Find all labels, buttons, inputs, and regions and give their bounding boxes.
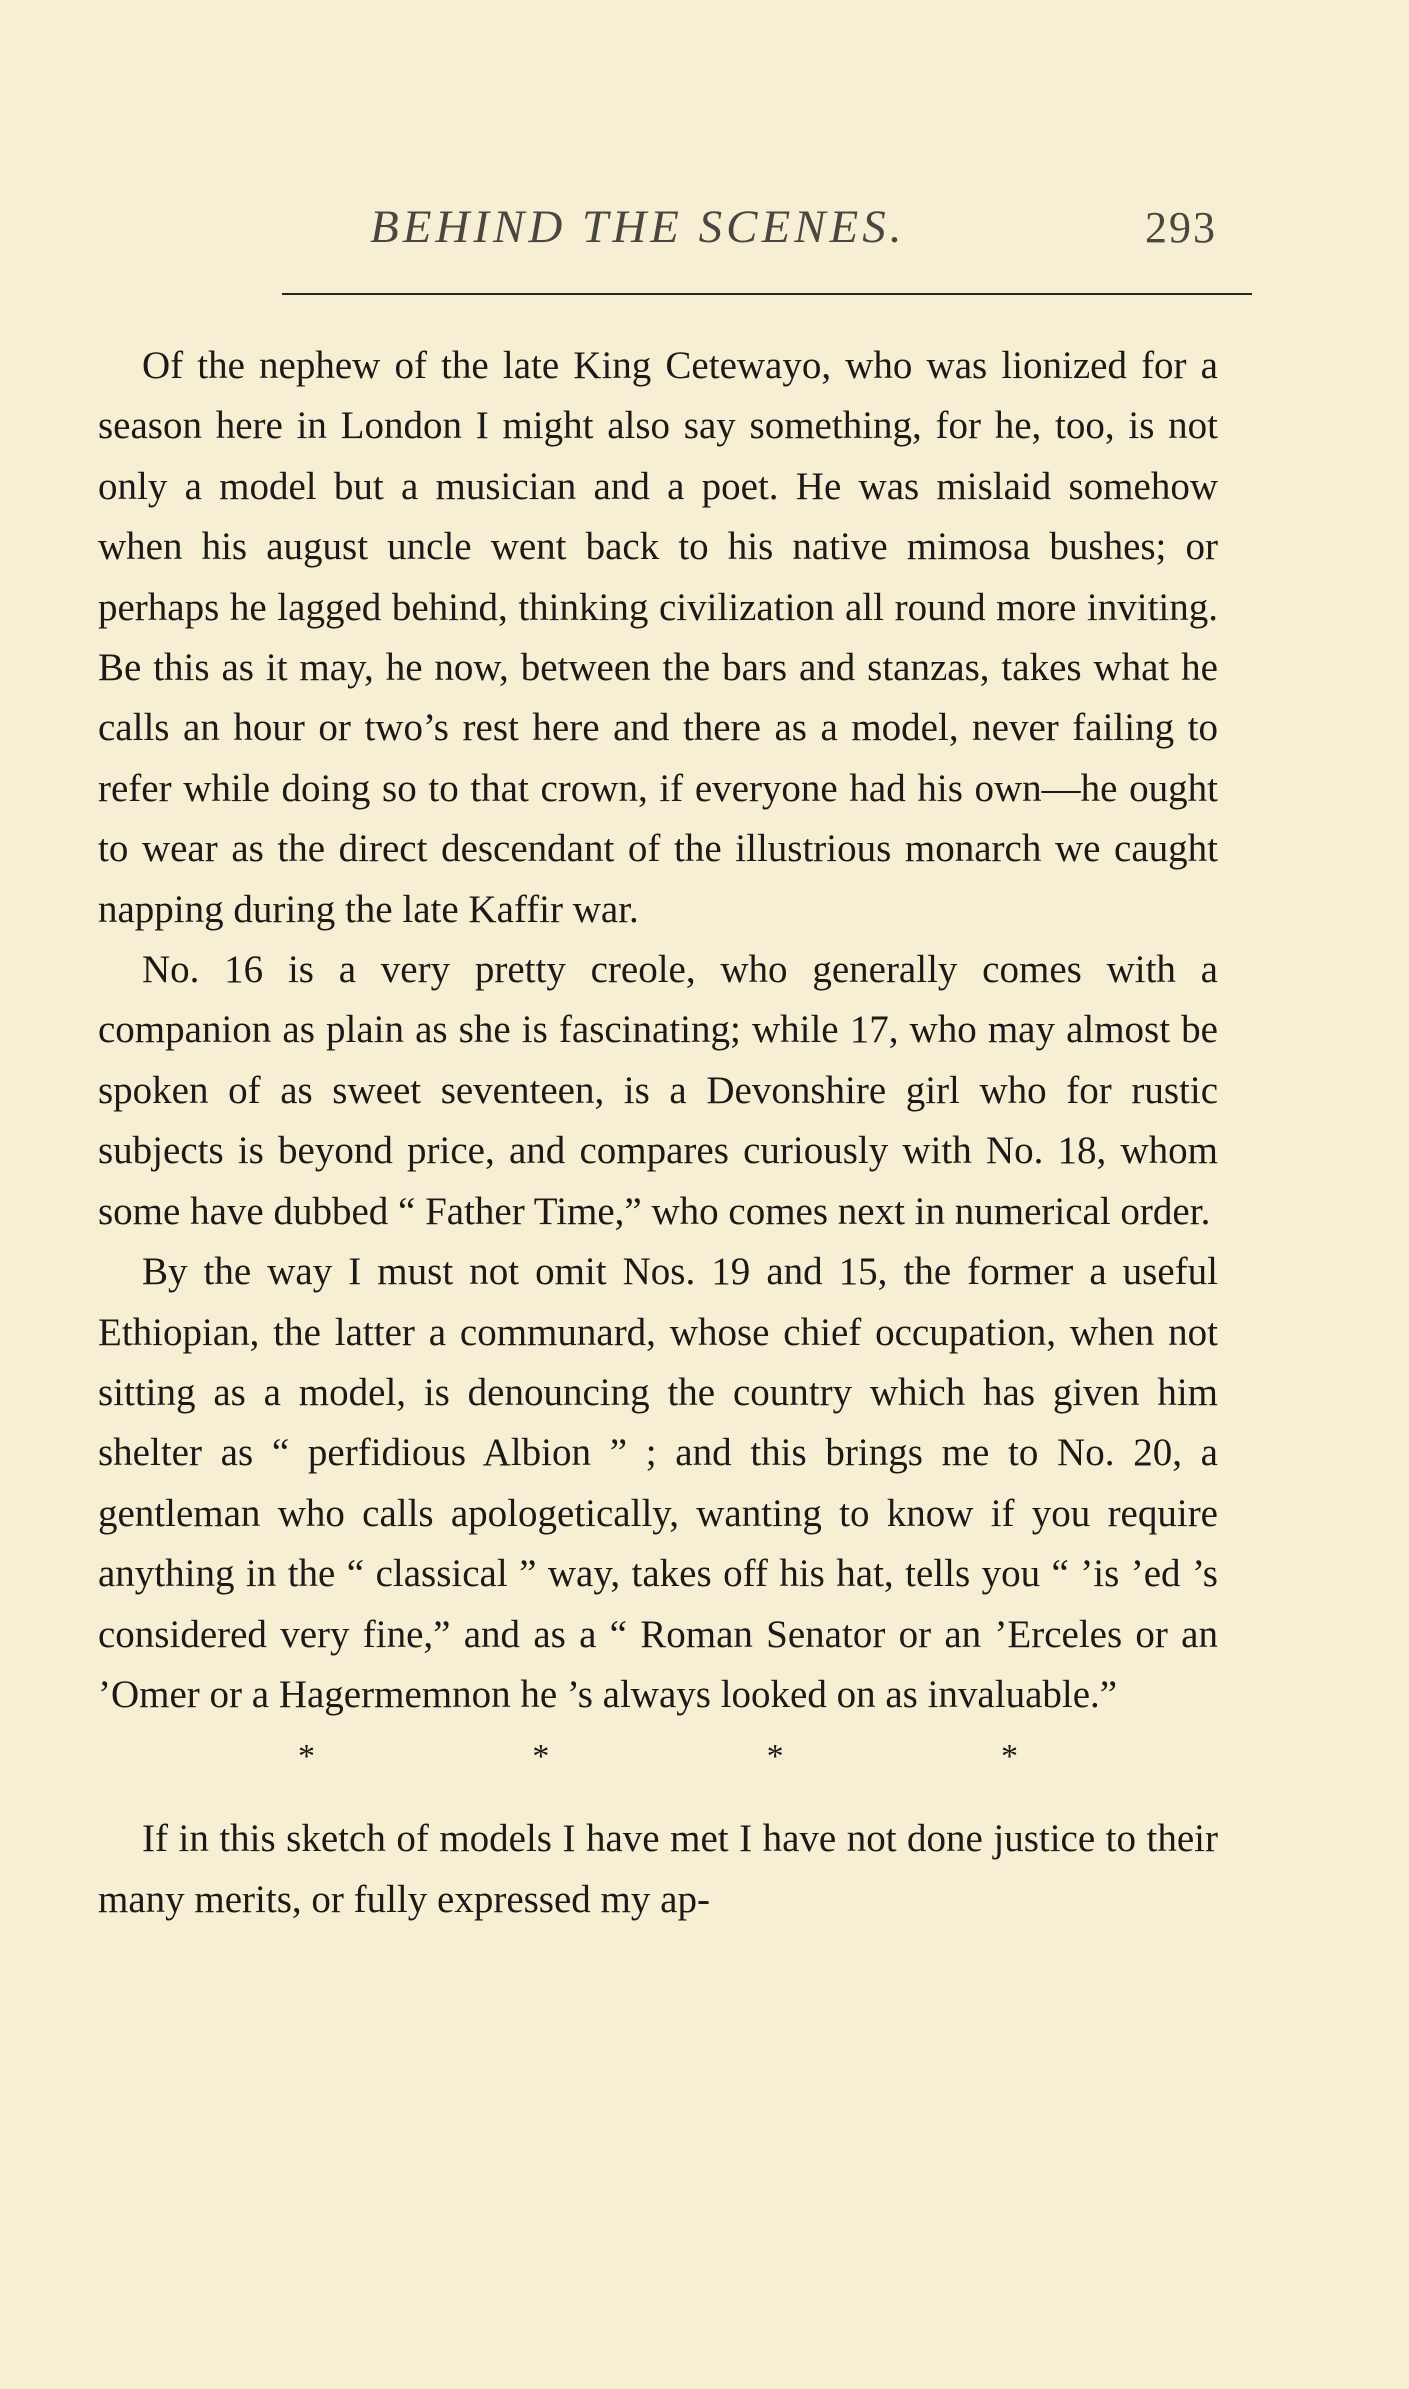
running-head <box>0 200 1409 260</box>
separator-gap <box>98 1785 1218 1809</box>
paragraph: Of the nephew of the late King Cetewayo, who was lionized for a season here in London I might also say something, for he, too, is not only a model but a musician and a poet. He was mislaid somehow when his august uncle went back to his native mimosa bushes; or perhaps he lagged behind, thinking civilization all round more inviting. Be this as it may, he now, between the bars and stanzas, takes what he calls an hour or two’s rest here and there as a model, never failing to refer while doing so to that crown, if everyone had his own—he ought to wear as the direct descendant of the illustrious monarch we caught napping during the late Kaffir war. <box>98 344 1218 931</box>
page-number: 293 <box>1145 203 1217 252</box>
header-rule <box>282 293 1252 295</box>
section-separator <box>298 1725 1018 1785</box>
final-paragraph: If in this sketch of models I have met I have not done justice to their many merits, or fully expressed my ap- <box>98 1817 1218 1921</box>
running-title: BEHIND THE SCENES. <box>370 201 906 253</box>
asterisk: * <box>532 1738 550 1776</box>
asterisk: * <box>1000 1738 1018 1776</box>
asterisk: * <box>298 1738 315 1776</box>
paragraph: By the way I must not omit Nos. 19 and 15, the former a useful Ethiopian, the latter a communard, whose chief occupation, when not sitting as a model, is denouncing the country which has given him shelter as “ perfidious Albion ” ; and this brings me to No. 20, a gentleman who calls apologetically, wanting to know if you require anything in the “ classical ” way, takes off his hat, tells you “ ’is ’ed ’s considered very fine,” and as a “ Roman Senator or an ’Erceles or an ’Omer or a Hagermemnon he ’s always looked on as invaluable.” <box>98 1250 1218 1716</box>
body-text <box>98 336 1218 1930</box>
asterisk: * <box>766 1738 784 1776</box>
paragraph: No. 16 is a very pretty creole, who generally comes with a companion as plain as she is fascinating; while 17, who may almost be spoken of as sweet seventeen, is a Devonshire girl who for rustic subjects is beyond price, and compares curiously with No. 18, whom some have dubbed “ Father Time,” who comes next in numerical order. <box>98 948 1218 1233</box>
